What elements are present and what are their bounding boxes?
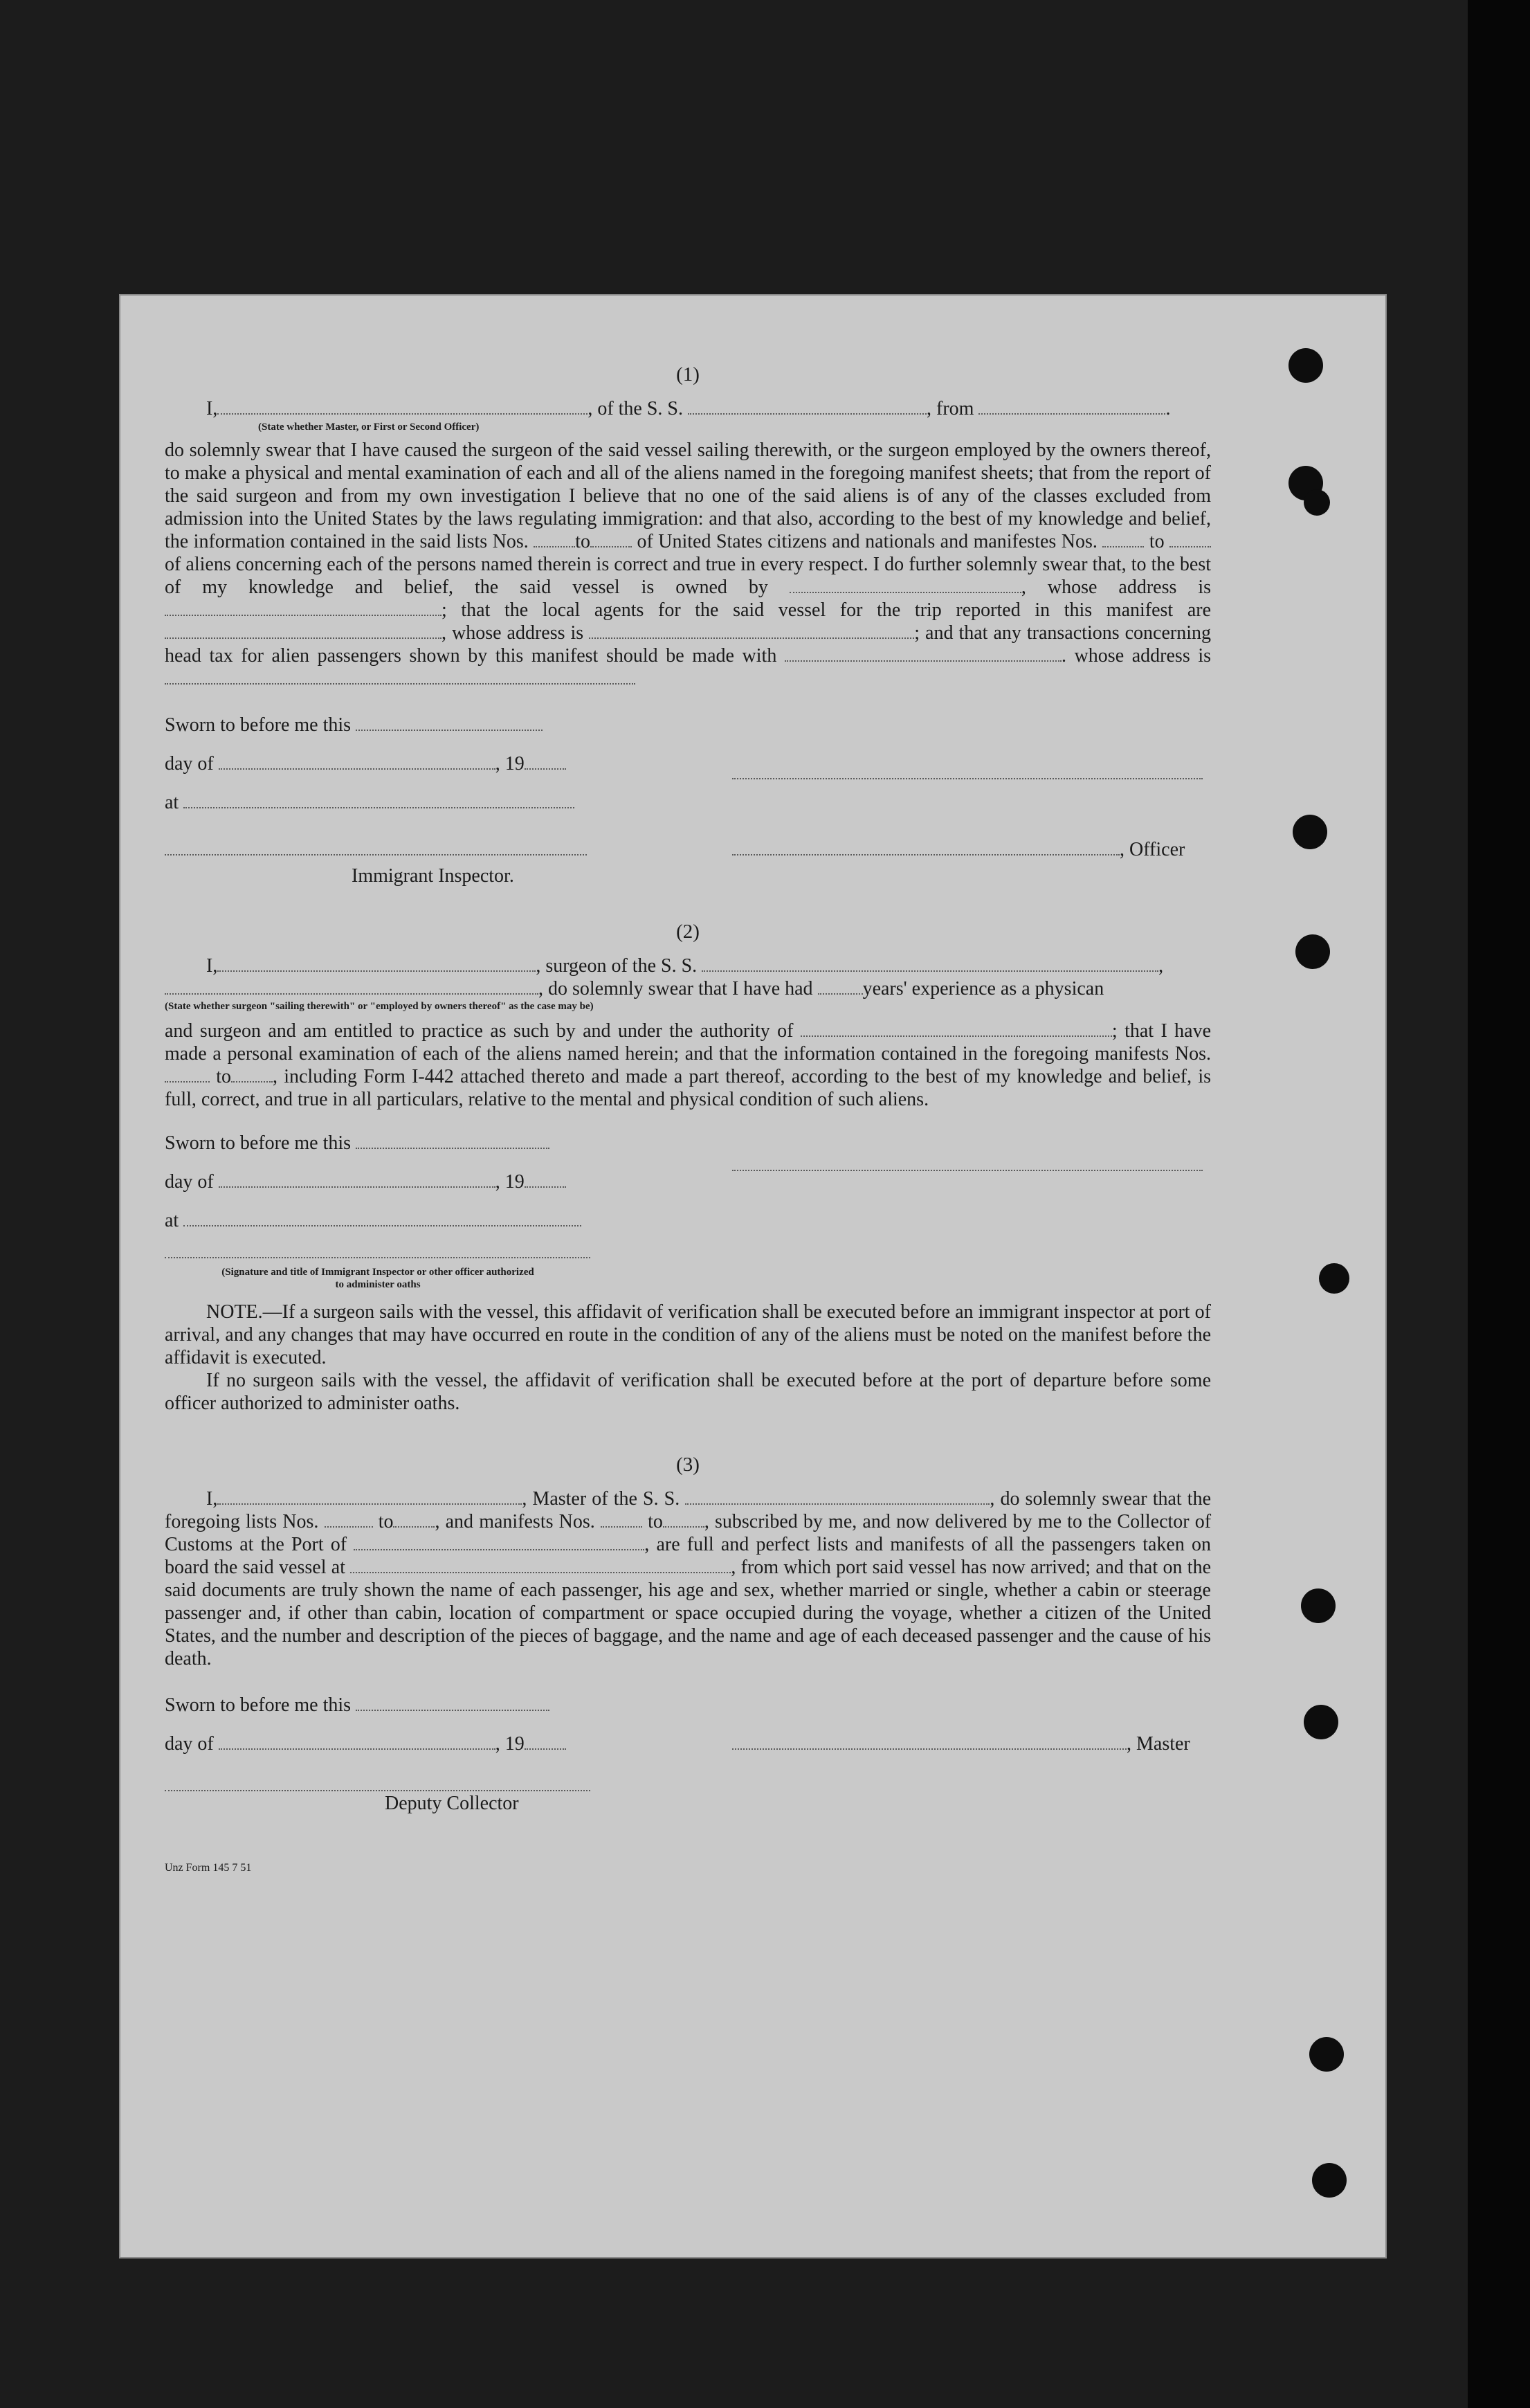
port-field[interactable] (354, 1535, 644, 1550)
field-note: (State whether Master, or First or Second Officer) (258, 422, 480, 433)
text: to (648, 1511, 663, 1532)
punch-hole (1293, 815, 1327, 849)
text: I, (206, 398, 218, 419)
agents-field[interactable] (165, 624, 441, 639)
text: I, (206, 955, 218, 977)
affidavit-paragraph-3 (165, 1487, 1211, 1670)
day-of-field[interactable] (219, 1735, 495, 1750)
day-row (165, 743, 1211, 781)
master-name-field[interactable] (217, 399, 588, 415)
text: , 19 (495, 1733, 525, 1755)
note-paragraph-2: If no surgeon sails with the vessel, the affidavit of verification shall be executed before at the port of departure before some officer authorized to administer oaths. (165, 1370, 1211, 1414)
year-field[interactable] (525, 1173, 566, 1188)
text: , Master (1127, 1733, 1190, 1755)
text: , and manifests Nos. (435, 1511, 595, 1532)
text: , from which port said vessel has now arrived; and that on the said documents are truly shown the name of each passenger, his age and sex, whether married or single, whether a cabin or steerage passenger and, if other than cabin, location of compartment or space occupied during the voyage, whether a citizen of the United States, and the number and description of the pieces of baggage, and the name and age of each deceased passenger and the cause of his death. (165, 1557, 1211, 1669)
signature-row (165, 1762, 1211, 1792)
punch-hole (1304, 489, 1330, 516)
list-to-field[interactable] (590, 532, 632, 547)
at-row (165, 1200, 1211, 1238)
surgeon-line (206, 954, 1211, 977)
at-row (165, 781, 1211, 820)
vessel-name-field[interactable] (702, 957, 1158, 972)
sworn-date-field[interactable] (356, 1696, 549, 1711)
master-name-field[interactable] (217, 1490, 522, 1505)
officer-signature-line[interactable] (732, 764, 1203, 779)
text: , whose address is (441, 622, 584, 644)
year-field[interactable] (525, 754, 566, 770)
at-place-field[interactable] (183, 793, 574, 808)
text: years' experience as a physican (862, 978, 1104, 999)
signature-row (165, 820, 1211, 864)
manifest-from-field[interactable] (601, 1512, 642, 1528)
text: . (1061, 645, 1066, 667)
punch-hole (1304, 1705, 1338, 1739)
section-number: (1) (676, 363, 700, 386)
text: , (1158, 955, 1164, 977)
list-from-field[interactable] (325, 1512, 373, 1528)
owner-field[interactable] (790, 578, 1021, 593)
text: , are full and perfect lists and manifests of all the passengers taken on board the said vessel at (165, 1534, 1211, 1578)
text: Sworn to before me this (165, 1694, 352, 1716)
manifest-affidavit-page (119, 294, 1387, 2258)
authority-field[interactable] (801, 1022, 1112, 1037)
text: to (378, 1511, 394, 1532)
inspector-label: Immigrant Inspector. (352, 865, 514, 887)
text: , 19 (495, 1171, 525, 1193)
head-tax-address-field[interactable] (165, 669, 635, 685)
surgeon-name-field[interactable] (217, 957, 536, 972)
text: , subscribed by me, and now delivered by me to the Collector of Customs at the Port of (165, 1511, 1212, 1555)
day-of-field[interactable] (219, 1173, 495, 1188)
punch-hole (1309, 2037, 1344, 2072)
manifest-to-field[interactable] (663, 1512, 704, 1528)
text: , do solemnly swear that I have had (538, 978, 813, 999)
day-of-field[interactable] (219, 754, 495, 770)
vessel-name-field[interactable] (688, 399, 927, 415)
master-signature-line[interactable] (732, 1735, 1127, 1750)
text: of aliens concerning each of the persons named therein is correct and true in every respect. I do further solemnly swear that, to the best of my knowledge and belief, the said vessel is owned by (165, 554, 1211, 598)
deputy-label: Deputy Collector (385, 1793, 519, 1814)
text: at (165, 792, 179, 813)
text: , of the S. S. (588, 398, 684, 419)
text: , 19 (495, 753, 525, 775)
punch-hole (1288, 348, 1323, 383)
surgeon-type-field[interactable] (165, 979, 538, 995)
surgeon-signature-line[interactable] (732, 1156, 1203, 1171)
text: day of (165, 1733, 214, 1755)
at-place-field[interactable] (183, 1211, 581, 1226)
text: , Master of the S. S. (522, 1488, 680, 1510)
form-number: Unz Form 145 7 51 (165, 1862, 252, 1874)
text: , including Form I-442 attached thereto and made a part thereof, according to the best of my knowledge and belief, is full, correct, and true in all particulars, relative to the mental and physical condition of such aliens. (165, 1066, 1211, 1110)
port-from-field[interactable] (978, 399, 1165, 415)
form-content (165, 363, 1211, 1879)
port-of-embarkation-field[interactable] (350, 1558, 731, 1573)
section-number: (2) (676, 921, 700, 943)
day-row (165, 1723, 1211, 1762)
years-field[interactable] (818, 979, 863, 995)
sworn-date-field[interactable] (356, 716, 543, 731)
text: to (1149, 531, 1165, 552)
text: and surgeon and am entitled to practice as such by and under the authority of (165, 1020, 794, 1042)
manifest-from-field[interactable] (165, 1067, 210, 1083)
manifest-from-field[interactable] (1102, 532, 1144, 547)
text: , Officer (1120, 839, 1185, 860)
scan-border (1468, 0, 1530, 2408)
signature-note: (Signature and title of Immigrant Inspector or other officer authorized to administer oaths (221, 1267, 534, 1290)
text: whose address is (1074, 645, 1212, 667)
text: to (575, 531, 591, 552)
master-line (206, 397, 1211, 421)
text: , from (927, 398, 974, 419)
manifest-to-field[interactable] (1169, 532, 1211, 547)
punch-hole (1319, 1263, 1349, 1294)
text: Sworn to before me this (165, 1132, 352, 1154)
punch-hole (1301, 1588, 1336, 1623)
signature-row (165, 1238, 1211, 1266)
text: , whose address is (1021, 577, 1212, 598)
head-tax-contact-field[interactable] (785, 646, 1062, 662)
deputy-signature-line[interactable] (165, 1776, 590, 1791)
text: . (1165, 398, 1171, 419)
text: day of (165, 1171, 214, 1193)
sworn-row (165, 1684, 1211, 1723)
year-field[interactable] (525, 1735, 566, 1750)
sworn-date-field[interactable] (356, 1134, 549, 1149)
note-paragraph-1: NOTE.—If a surgeon sails with the vessel, this affidavit of verification shall be executed before an immigrant inspector at port of arrival, and any changes that may have occurred en route in the condition of any of the aliens must be noted on the manifest before the affidavit is executed. (165, 1301, 1211, 1368)
text: of United States citizens and nationals and manifestes Nos. (637, 531, 1098, 552)
text: to (216, 1066, 231, 1087)
text: day of (165, 753, 214, 775)
experience-line (165, 977, 1211, 1000)
inspector-signature-line[interactable] (165, 840, 587, 856)
affidavit-paragraph-1 (165, 439, 1211, 690)
officer-name-line[interactable] (732, 840, 1120, 856)
text: , do solemnly swear that the foregoing lists Nos. (165, 1488, 1212, 1532)
text: Sworn to before me this (165, 714, 352, 736)
manifest-to-field[interactable] (231, 1067, 273, 1083)
field-note: (State whether surgeon "sailing therewith" or "employed by owners thereof" as the case may be) (165, 1001, 594, 1012)
list-to-field[interactable] (393, 1512, 435, 1528)
vessel-name-field[interactable] (685, 1490, 990, 1505)
text: ; and that any transactions concerning head tax for alien passengers shown by this manifest should be made with (165, 622, 1212, 667)
sworn-row (165, 704, 1211, 743)
text: do solemnly swear that I have caused the surgeon of the said vessel sailing therewith, or the surgeon employed by the owners thereof, to make a physical and mental examination of each and all of the aliens named in the foregoing manifest sheets; that from the report of the said surgeon and from my own investigation I believe that no one of the said aliens is of any of the classes excluded from admission into the United States by the laws regulating immigration: and that also, according to the best of my knowledge and belief, the information contained in the said lists Nos. (165, 440, 1211, 552)
text: that I have made a personal examination of each of the aliens named herein; and that the information contained in the foregoing manifests Nos. (165, 1020, 1212, 1065)
text: ; (1111, 1020, 1118, 1042)
punch-hole (1295, 934, 1330, 969)
affidavit-paragraph-2 (165, 1020, 1211, 1111)
owner-address-field[interactable] (165, 601, 441, 616)
text: ; that the local agents for the said vessel for the trip reported in this manifest are (441, 599, 1211, 621)
list-from-field[interactable] (534, 532, 575, 547)
day-row (165, 1161, 1211, 1200)
agents-address-field[interactable] (589, 624, 914, 639)
text: at (165, 1210, 179, 1231)
section-number: (3) (676, 1454, 700, 1476)
inspector-signature-line[interactable] (165, 1243, 590, 1258)
text: , surgeon of the S. S. (536, 955, 698, 977)
text: I, (206, 1488, 218, 1510)
punch-hole (1312, 2163, 1347, 2198)
